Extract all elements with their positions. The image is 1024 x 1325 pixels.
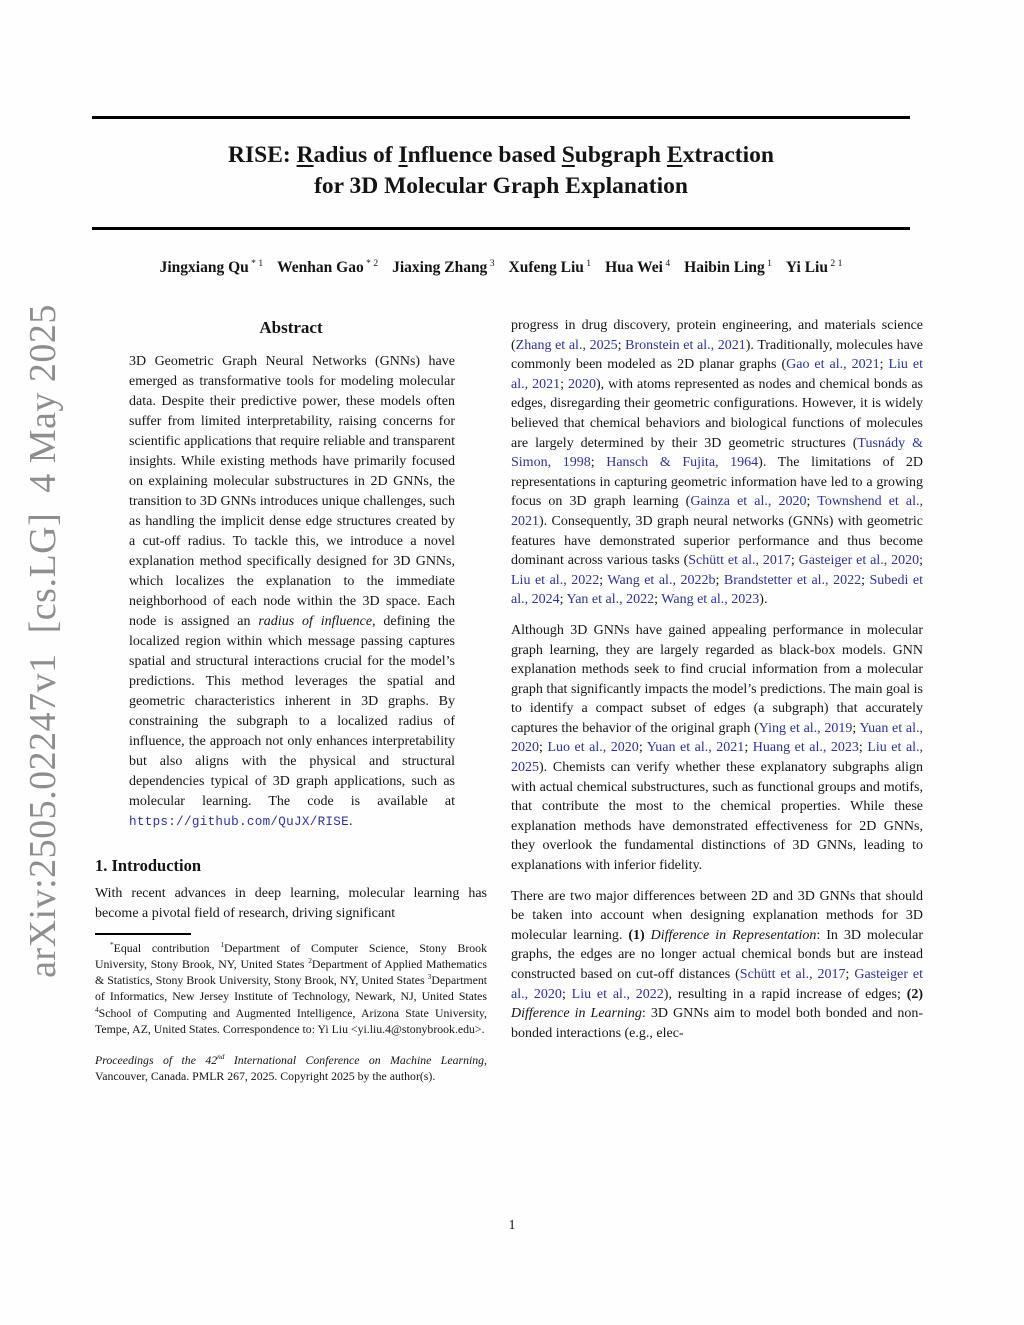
right-column	[511, 316, 923, 1084]
citation-link[interactable]: Gainza et al., 2020	[690, 494, 807, 510]
citation-link[interactable]: Bronstein et al., 2021	[625, 337, 746, 353]
citation-link[interactable]: Brandstetter et al., 2022	[723, 572, 862, 588]
body-paragraph-1: progress in drug discovery, protein engineering, and materials science (Zhang et al., 2025; Bronstein et al., 2021). Traditionally, molecules have commonly been modeled as 2D planar graphs (Gao et al., 2021; Liu et al., 2021; 2020), with atoms represented as nodes and chemical bonds as edges, disregarding their geometric configurations. However, it is widely believed that chemical behaviors and biological functions of molecules are largely determined by their 3D geometric structures (Tusnády & Simon, 1998; Hansch & Fujita, 1964). The limitations of 2D representations in capturing geometric information have led to a growing focus on 3D graph learning (Gainza et al., 2020; Townshend et al., 2021). Consequently, 3D graph neural networks (GNNs) with geometric features have demonstrated superior performance and thus become dominant across various tasks (Schütt et al., 2017; Gasteiger et al., 2020; Liu et al., 2022; Wang et al., 2022b; Brandstetter et al., 2022; Subedi et al., 2024; Yan et al., 2022; Wang et al., 2023).	[511, 318, 924, 608]
abstract-heading: Abstract	[259, 318, 323, 337]
citation-link[interactable]: Subedi et al., 2024	[511, 572, 924, 608]
citation-link[interactable]: Gao et al., 2021	[786, 357, 880, 373]
code-url-link[interactable]: https://github.com/QuJX/RISE	[129, 815, 350, 829]
abstract-text: 3D Geometric Graph Neural Networks (GNNs) have emerged as transformative tools for modeling molecular data. Despite their predictive power, these models often suffer from limited interpretability, raising concerns for scientific applications that require reliable and transparent insights. While existing methods have primarily focused on explaining molecular substructures in 2D GNNs, the transition to 3D GNNs introduces unique challenges, such as handling the implicit dense edge structures created by a cut-off radius. To tackle this, we introduce a novel explanation method specifically designed for 3D GNNs, which localizes the explanation to the immediate neighborhood of each node within the 3D space. Each node is assigned an radius of influence, defining the localized region within which message passing captures spatial and structural interactions crucial for the model’s predictions. This method leverages the spatial and geometric characteristics inherent in 3D graphs. By constraining the subgraph to a localized radius of influence, the approach not only enhances interpretability but also aligns with the physical and structural dependencies typical of 3D graph applications, such as molecular learning. The code is available at https://github.com/QuJX/RISE.	[129, 354, 455, 829]
citation-link[interactable]: Liu et al., 2021	[511, 357, 924, 392]
citation-link[interactable]: Townshend et al., 2021	[511, 494, 924, 529]
citation-link[interactable]: Tusnády & Simon, 1998	[511, 435, 923, 471]
body-paragraph-2: Although 3D GNNs have gained appealing performance in molecular graph learning, they are largely regarded as black-box models. GNN explanation methods seek to find crucial information from a molecular graph that significantly impacts the model’s predictions. The main goal is to identify a compact subset of edges (a subgraph) that accurately captures the behavior of the original graph (Ying et al., 2019; Yuan et al., 2020; Luo et al., 2020; Yuan et al., 2021; Huang et al., 2023; Liu et al., 2025). Chemists can verify whether these explanatory subgraphs align with actual chemical substructures, such as functional groups and motifs, that contribute the most to the chemical properties. While these explanation methods have demonstrated effectiveness for 2D GNNs, they overlook the fundamental distinctions of 3D GNNs, leading to explanations with inferior fidelity.	[511, 622, 924, 874]
citation-link[interactable]: Liu et al., 2022	[571, 986, 664, 1002]
paper-title	[92, 140, 910, 202]
body-paragraph-3: There are two major differences between 2D and 3D GNNs that should be taken into account when designing explanation methods for 3D molecular learning. (1) Difference in Representation: In 3D molecular graphs, the edges are no longer actual chemical bonds but are instead constructed based on cut-off distances (Schütt et al., 2017; Gasteiger et al., 2020; Liu et al., 2022), resulting in a rapid increase of edges; (2) Difference in Learning: 3D GNNs aim to model both bonded and non-bonded interactions (e.g., elec-	[511, 888, 924, 1041]
citation-link[interactable]: Liu et al., 2025	[511, 740, 924, 776]
citation-link[interactable]: Huang et al., 2023	[752, 740, 859, 756]
citation-link[interactable]: Wang et al., 2023	[661, 592, 760, 608]
citation-link[interactable]: Wang et al., 2022b	[607, 572, 716, 588]
paper-title-line2: for 3D Molecular Graph Explanation	[314, 173, 688, 199]
header-rule-top	[92, 116, 910, 119]
header-rule-bottom	[92, 227, 910, 230]
citation-link[interactable]: Liu et al., 2022	[511, 572, 600, 588]
page-number: 1	[508, 1218, 516, 1233]
footnote-proceedings: Proceedings of the 42nd International Conference on Machine Learning, Vancouver, Canada. PMLR 267, 2025. Copyright 2025 by the author(s).	[95, 1051, 487, 1084]
citation-link[interactable]: Ying et al., 2019	[758, 720, 853, 736]
footnote-affiliations: *Equal contribution $^1$Department of Computer Science, Stony Brook University, Stony Brook, NY, United States $^2$Department of Applied Mathematics & Statistics, Stony Brook University, Stony Brook, NY, United States $^3$Department of Informatics, New Jersey Institute of Technology, Newark, NJ, United States $^4$School of Computing and Augmented Intelligence, Arizona State University, Tempe, AZ, United States. Correspondence to: Yi Liu <yi.liu.4@stonybrook.edu>.	[95, 939, 487, 1036]
footnote-divider	[95, 933, 191, 935]
paper-title-line1: RISE: Radius of Influence based Subgraph Extraction	[228, 142, 774, 168]
left-column	[95, 316, 487, 1084]
citation-link[interactable]: Yuan et al., 2020	[511, 720, 924, 756]
introduction-paragraph: With recent advances in deep learning, molecular learning has become a pivotal field of research, driving significant	[95, 886, 487, 921]
section-heading-introduction: 1. Introduction	[95, 856, 202, 875]
two-column-body	[95, 316, 923, 1084]
citation-link[interactable]: Schütt et al., 2017	[688, 553, 791, 569]
citation-link[interactable]: Zhang et al., 2025	[515, 337, 618, 353]
citation-link[interactable]: Gasteiger et al., 2020	[511, 967, 924, 1002]
citation-link[interactable]: Gasteiger et al., 2020	[798, 553, 920, 569]
citation-link[interactable]: Yuan et al., 2021	[646, 740, 745, 756]
citation-link[interactable]: Luo et al., 2020	[547, 740, 639, 756]
citation-link[interactable]: Yan et al., 2022	[566, 592, 655, 608]
citation-link[interactable]: Schütt et al., 2017	[739, 967, 846, 982]
arxiv-watermark: arXiv:2505.02247v1 [cs.LG] 4 May 2025	[22, 304, 64, 978]
citation-link[interactable]: 2020	[567, 376, 596, 392]
citation-link[interactable]: Hansch & Fujita, 1964	[606, 455, 759, 471]
authors-line: Jingxiang Qu $^{* 1}$ Wenhan Gao $^{* 2}$ Jiaxing Zhang $^3$ Xufeng Liu $^1$ Hua Wei $^4$ Haibin Ling $^1$ Yi Liu $^{2 1}$	[159, 257, 843, 276]
